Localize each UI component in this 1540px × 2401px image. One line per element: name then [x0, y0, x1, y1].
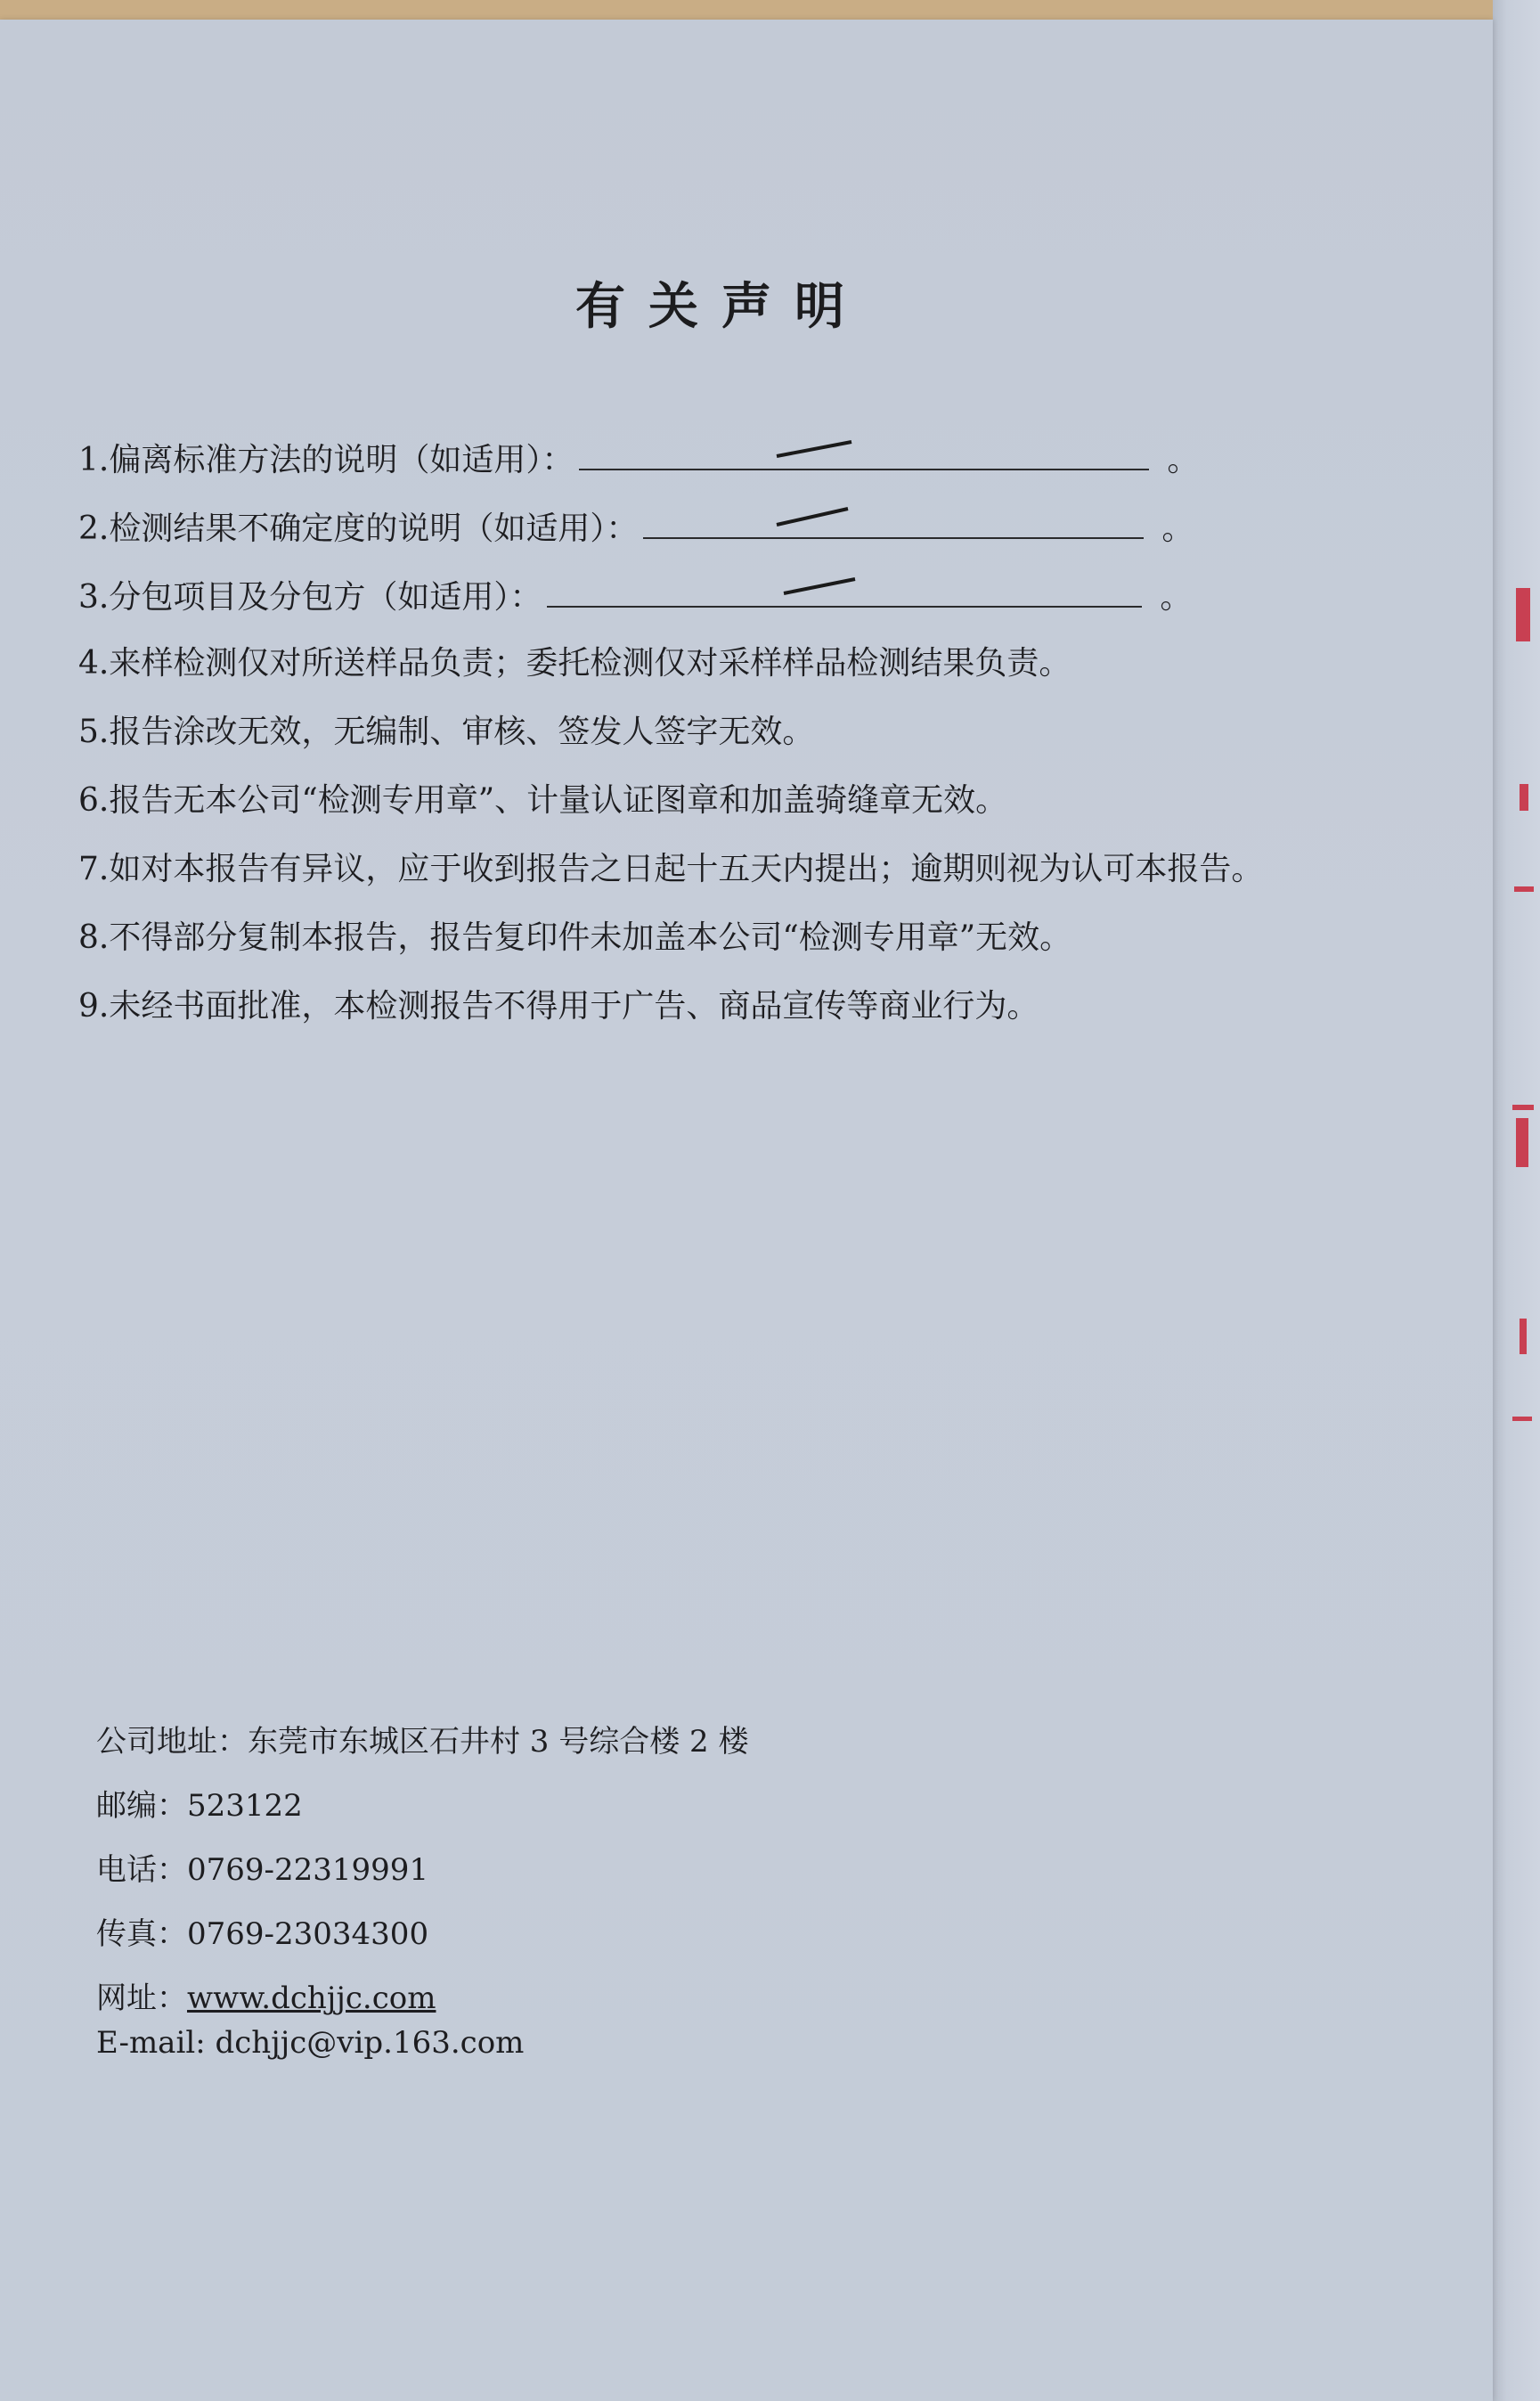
statement-item-7: 7.如对本报告有异议，应于收到报告之日起十五天内提出；逾期则视为认可本报告。 — [78, 851, 1264, 887]
statement-text: 2.检测结果不确定度的说明（如适用）： — [78, 510, 639, 547]
strike-mark — [643, 498, 1144, 534]
statement-item-9: 9.未经书面批准，本检测报告不得用于广告、商品宣传等商业行为。 — [78, 988, 1039, 1025]
statement-item-1 — [78, 438, 1414, 478]
seam-stamp-marks — [1505, 570, 1537, 1461]
statement-item-2 — [78, 507, 1414, 546]
statement-list — [78, 438, 1414, 1056]
statement-item-6: 6.报告无本公司“检测专用章”、计量认证图章和加盖骑缝章无效。 — [78, 782, 1008, 819]
company-info — [96, 1717, 749, 2089]
document-title: 有关声明 — [575, 277, 868, 336]
company-fax: 传真：0769-23034300 — [96, 1916, 429, 1952]
statement-item-4: 4.来样检测仅对所送样品负责；委托检测仅对采样样品检测结果负责。 — [78, 645, 1071, 682]
strike-mark — [547, 567, 1142, 602]
document-page — [0, 20, 1493, 2401]
fill-line — [579, 438, 1149, 470]
statement-item-5: 5.报告涂改无效，无编制、审核、签发人签字无效。 — [78, 714, 815, 750]
company-address: 公司地址：东莞市东城区石井村 3 号综合楼 2 楼 — [96, 1724, 749, 1760]
statement-item-8: 8.不得部分复制本报告，报告复印件未加盖本公司“检测专用章”无效。 — [78, 919, 1072, 956]
company-postcode: 邮编：523122 — [96, 1788, 303, 1824]
strike-mark — [579, 429, 1149, 465]
company-phone: 电话：0769-22319991 — [96, 1852, 429, 1888]
fill-line — [547, 576, 1142, 608]
statement-end: 。 — [1167, 442, 1200, 478]
company-email: E-mail: dchjjc@vip.163.com — [96, 2025, 525, 2061]
fill-line — [643, 507, 1144, 539]
statement-end: 。 — [1160, 579, 1193, 616]
statement-text: 3.分包项目及分包方（如适用）： — [78, 579, 542, 616]
statement-end: 。 — [1161, 510, 1194, 547]
statement-item-3 — [78, 576, 1414, 615]
statement-text: 1.偏离标准方法的说明（如适用）： — [78, 442, 574, 478]
website-label: 网址： — [96, 1980, 187, 2016]
company-website — [96, 1973, 749, 2016]
website-link[interactable]: www.dchjjc.com — [187, 1980, 436, 2016]
